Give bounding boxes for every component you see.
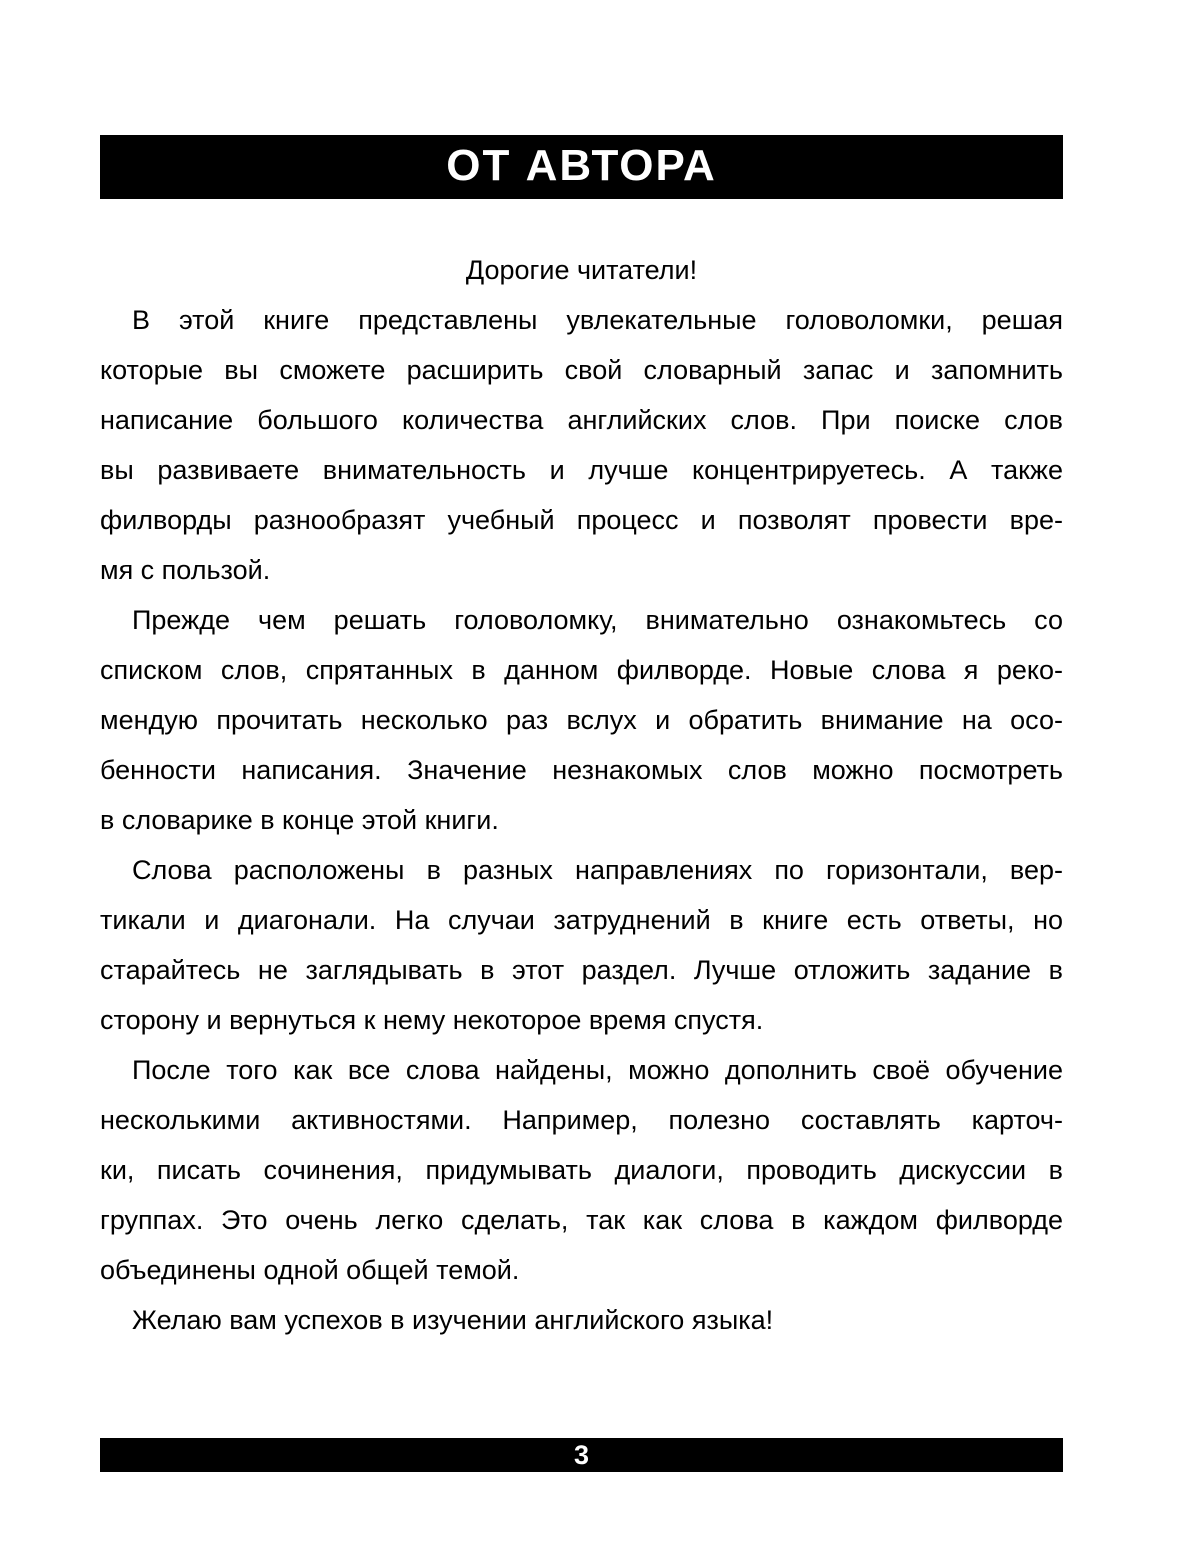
paragraph-line: старайтесь не заглядывать в этот раздел. Лучше отложить задание в bbox=[100, 955, 1063, 985]
paragraph-line: группах. Это очень легко сделать, так как слова в каждом филворде bbox=[100, 1205, 1063, 1235]
footer-bar bbox=[100, 1438, 1063, 1472]
chapter-header-bar bbox=[100, 135, 1063, 199]
paragraph-line: В этой книге представлены увлекательные головоломки, решая bbox=[132, 305, 1063, 335]
paragraph-line: Прежде чем решать головоломку, внимательно ознакомьтесь со bbox=[132, 605, 1063, 635]
page-number: 3 bbox=[573, 1439, 590, 1470]
paragraph-line: списком слов, спрятанных в данном филворде. Новые слова я реко- bbox=[100, 655, 1063, 685]
paragraph-line: которые вы сможете расширить свой словарный запас и запомнить bbox=[100, 355, 1063, 385]
paragraph-line: ки, писать сочинения, придумывать диалоги, проводить дискуссии в bbox=[100, 1155, 1063, 1185]
paragraph-line: сторону и вернуться к нему некоторое время спустя. bbox=[100, 1005, 764, 1035]
page-title: ОТ АВТОРА bbox=[446, 141, 717, 190]
paragraph-line: в словарике в конце этой книги. bbox=[100, 805, 499, 835]
paragraph-line: Желаю вам успехов в изучении английского языка! bbox=[132, 1305, 774, 1335]
paragraph-line: После того как все слова найдены, можно дополнить своё обучение bbox=[132, 1055, 1063, 1085]
paragraph-line: тикали и диагонали. На случаи затруднений в книге есть ответы, но bbox=[100, 905, 1063, 935]
body-text bbox=[100, 245, 1063, 1345]
paragraph-line: написание большого количества английских слов. При поиске слов bbox=[100, 405, 1063, 435]
paragraphs-container bbox=[100, 295, 1063, 1345]
paragraph-line: объединены одной общей темой. bbox=[100, 1255, 520, 1285]
paragraph-line: вы развиваете внимательность и лучше концентрируетесь. А также bbox=[100, 455, 1063, 485]
greeting-text: Дорогие читатели! bbox=[465, 255, 698, 285]
paragraph-line: филворды разнообразят учебный процесс и позволят провести вре- bbox=[100, 505, 1063, 535]
paragraph-line: бенности написания. Значение незнакомых слов можно посмотреть bbox=[100, 755, 1063, 785]
paragraph-line: несколькими активностями. Например, полезно составлять карточ- bbox=[100, 1105, 1063, 1135]
paragraph-line: мя с пользой. bbox=[100, 555, 271, 585]
paragraph-line: мендую прочитать несколько раз вслух и обратить внимание на осо- bbox=[100, 705, 1063, 735]
paragraph-line: Слова расположены в разных направлениях по горизонтали, вер- bbox=[132, 855, 1063, 885]
